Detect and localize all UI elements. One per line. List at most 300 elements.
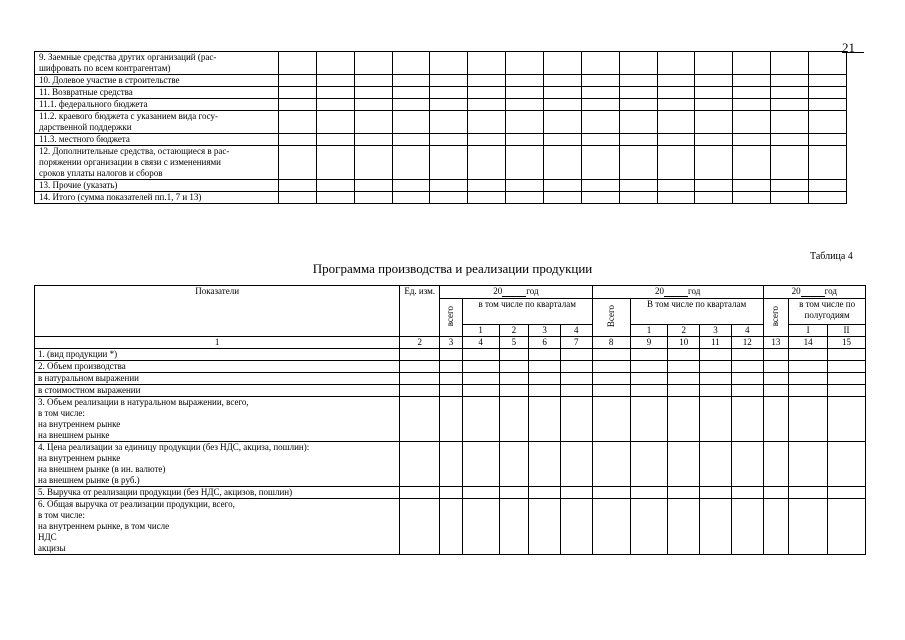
table-row — [35, 180, 847, 192]
data-cell — [630, 361, 668, 373]
quarter-header: 2 — [499, 325, 529, 337]
data-cell — [468, 99, 506, 111]
data-cell — [763, 499, 789, 555]
data-cell — [700, 361, 732, 373]
quarter-header: 4 — [731, 325, 763, 337]
data-cell — [529, 373, 561, 385]
row-label — [35, 87, 279, 99]
data-cell — [731, 442, 763, 487]
data-cell — [544, 99, 582, 111]
data-cell — [560, 442, 592, 487]
data-cell — [279, 99, 317, 111]
data-cell — [529, 397, 561, 442]
data-cell — [440, 373, 463, 385]
data-cell — [440, 397, 463, 442]
data-cell — [499, 349, 529, 361]
data-cell — [763, 361, 789, 373]
data-cell — [657, 192, 695, 204]
row-label-line: 11. Возвратные средства — [39, 87, 133, 97]
data-cell — [789, 442, 828, 487]
data-cell — [771, 134, 809, 146]
data-cell — [392, 180, 430, 192]
row-label-line: 13. Прочие (указать) — [39, 180, 118, 190]
data-cell — [630, 373, 668, 385]
row-label — [35, 52, 279, 75]
data-cell — [392, 87, 430, 99]
data-cell — [592, 373, 630, 385]
table-row — [35, 442, 866, 487]
row-label-line: сроков уплаты налогов и сборов — [39, 168, 163, 178]
data-cell — [544, 87, 582, 99]
row-label-line: в натуральном выражении — [38, 373, 139, 383]
quarter-header: 3 — [700, 325, 732, 337]
data-cell — [619, 87, 657, 99]
data-cell — [695, 87, 733, 99]
row-label — [35, 349, 400, 361]
data-cell — [529, 361, 561, 373]
data-cell — [400, 349, 440, 361]
data-cell — [354, 134, 392, 146]
data-cell — [354, 146, 392, 180]
row-label-line: 11.2. краевого бюджета с указанием вида госу- — [39, 111, 219, 121]
data-cell — [544, 192, 582, 204]
data-cell — [657, 180, 695, 192]
data-cell — [430, 99, 468, 111]
row-label-line: 6. Общая выручка от реализации продукции, всего, — [38, 499, 235, 509]
data-cell — [506, 111, 544, 134]
row-label-line: в том числе: — [38, 408, 85, 418]
data-cell — [592, 385, 630, 397]
data-cell — [279, 192, 317, 204]
data-cell — [279, 111, 317, 134]
row-label — [35, 499, 400, 555]
column-number: 13 — [763, 337, 789, 349]
data-cell — [279, 180, 317, 192]
data-cell — [809, 146, 847, 180]
data-cell — [400, 373, 440, 385]
header-quarters-1: в том числе по кварталам — [462, 299, 592, 325]
row-label — [35, 442, 400, 487]
column-number: 11 — [700, 337, 732, 349]
data-cell — [657, 87, 695, 99]
table-row — [35, 487, 866, 499]
data-cell — [733, 99, 771, 111]
header-quarters-2: В том числе по кварталам — [630, 299, 763, 325]
row-label-line: на внутреннем рынке — [38, 419, 121, 429]
row-label — [35, 192, 279, 204]
data-cell — [468, 146, 506, 180]
row-label-line: шифровать по всем контрагентам) — [39, 63, 171, 73]
data-cell — [392, 75, 430, 87]
data-cell — [499, 373, 529, 385]
row-label-line: 11.1. федерального бюджета — [39, 99, 148, 109]
data-cell — [581, 52, 619, 75]
data-cell — [581, 146, 619, 180]
data-cell — [619, 75, 657, 87]
row-label-line: 3. Объем реализации в натуральном выражении, всего, — [38, 397, 249, 407]
header-total-1: всего — [440, 299, 463, 337]
data-cell — [581, 134, 619, 146]
data-cell — [392, 134, 430, 146]
data-cell — [731, 487, 763, 499]
data-cell — [828, 373, 866, 385]
row-label — [35, 146, 279, 180]
row-label-line: на внутреннем рынке — [38, 453, 121, 463]
data-cell — [560, 349, 592, 361]
column-number: 14 — [789, 337, 828, 349]
data-cell — [592, 499, 630, 555]
row-label-line: 11.3. местного бюджета — [39, 134, 130, 144]
data-cell — [700, 349, 732, 361]
table-row — [35, 361, 866, 373]
data-cell — [668, 385, 700, 397]
data-cell — [789, 349, 828, 361]
data-cell — [809, 52, 847, 75]
data-cell — [592, 487, 630, 499]
data-cell — [560, 499, 592, 555]
data-cell — [400, 385, 440, 397]
table-row — [35, 111, 847, 134]
data-cell — [733, 87, 771, 99]
row-label-line: на внешнем рынке (в руб.) — [38, 475, 140, 485]
data-cell — [430, 192, 468, 204]
column-number: 15 — [828, 337, 866, 349]
data-cell — [733, 180, 771, 192]
data-cell — [592, 442, 630, 487]
data-cell — [668, 499, 700, 555]
row-label — [35, 373, 400, 385]
data-cell — [809, 111, 847, 134]
data-cell — [468, 192, 506, 204]
row-label-line: в стоимостном выражении — [38, 385, 141, 395]
data-cell — [400, 442, 440, 487]
data-cell — [809, 87, 847, 99]
data-cell — [316, 99, 354, 111]
data-cell — [499, 442, 529, 487]
data-cell — [279, 87, 317, 99]
table-row — [35, 146, 847, 180]
data-cell — [499, 397, 529, 442]
data-cell — [733, 192, 771, 204]
row-label-line: дарственной поддержки — [39, 122, 132, 132]
table-row — [35, 87, 847, 99]
table-row — [35, 134, 847, 146]
row-label-line: 2. Объем производства — [38, 361, 126, 371]
page-number: 21 — [842, 40, 855, 55]
data-cell — [630, 349, 668, 361]
data-cell — [544, 52, 582, 75]
data-cell — [771, 87, 809, 99]
data-cell — [316, 180, 354, 192]
data-cell — [619, 134, 657, 146]
table-row — [35, 385, 866, 397]
data-cell — [400, 499, 440, 555]
row-label-line: 12. Дополнительные средства, остающиеся в рас- — [39, 146, 230, 156]
data-cell — [619, 180, 657, 192]
data-cell — [462, 385, 499, 397]
data-cell — [700, 442, 732, 487]
data-cell — [630, 385, 668, 397]
data-cell — [462, 397, 499, 442]
data-cell — [316, 146, 354, 180]
data-cell — [581, 180, 619, 192]
data-cell — [316, 75, 354, 87]
data-cell — [789, 499, 828, 555]
column-number: 2 — [400, 337, 440, 349]
data-cell — [828, 361, 866, 373]
data-cell — [763, 385, 789, 397]
data-cell — [316, 52, 354, 75]
row-label-line: на внутреннем рынке, в том числе — [38, 521, 170, 531]
data-cell — [619, 52, 657, 75]
table-row — [35, 499, 866, 555]
data-cell — [695, 111, 733, 134]
data-cell — [392, 99, 430, 111]
data-cell — [771, 192, 809, 204]
column-number: 4 — [462, 337, 499, 349]
quarter-header: 1 — [630, 325, 668, 337]
data-cell — [771, 75, 809, 87]
data-cell — [592, 349, 630, 361]
data-cell — [789, 361, 828, 373]
data-cell — [809, 75, 847, 87]
table-row — [35, 99, 847, 111]
data-cell — [529, 499, 561, 555]
data-cell — [809, 134, 847, 146]
header-total-2: Всего — [592, 299, 630, 337]
table-row — [35, 192, 847, 204]
data-cell — [462, 442, 499, 487]
data-cell — [279, 75, 317, 87]
data-cell — [731, 373, 763, 385]
data-cell — [506, 192, 544, 204]
data-cell — [316, 134, 354, 146]
data-cell — [354, 52, 392, 75]
data-cell — [430, 87, 468, 99]
half-header: I — [789, 325, 828, 337]
data-cell — [560, 361, 592, 373]
data-cell — [462, 487, 499, 499]
data-cell — [657, 75, 695, 87]
data-cell — [695, 99, 733, 111]
data-cell — [763, 349, 789, 361]
table-row — [35, 397, 866, 442]
data-cell — [506, 99, 544, 111]
row-label-line: на внешнем рынке — [38, 430, 110, 440]
data-cell — [279, 134, 317, 146]
data-cell — [506, 146, 544, 180]
data-cell — [789, 373, 828, 385]
data-cell — [499, 385, 529, 397]
data-cell — [529, 349, 561, 361]
data-cell — [789, 385, 828, 397]
data-cell — [733, 134, 771, 146]
table-row — [35, 373, 866, 385]
data-cell — [468, 75, 506, 87]
data-cell — [763, 397, 789, 442]
data-cell — [440, 349, 463, 361]
row-label-line: НДС — [38, 532, 57, 542]
data-cell — [430, 180, 468, 192]
data-cell — [529, 442, 561, 487]
data-cell — [771, 52, 809, 75]
data-cell — [392, 146, 430, 180]
production-table — [34, 285, 866, 555]
header-unit: Ед. изм. — [400, 286, 440, 337]
row-label-line: 4. Цена реализации за единицу продукции (без НДС, акциза, пошлин): — [38, 442, 310, 452]
data-cell — [771, 99, 809, 111]
data-cell — [354, 192, 392, 204]
row-label-line: 10. Долевое участие в строительстве — [39, 75, 180, 85]
data-cell — [506, 134, 544, 146]
data-cell — [828, 349, 866, 361]
row-label — [35, 111, 279, 134]
data-cell — [544, 180, 582, 192]
data-cell — [630, 397, 668, 442]
data-cell — [560, 397, 592, 442]
half-header: II — [828, 325, 866, 337]
row-label-line: 14. Итого (сумма показателей пп.1, 7 и 13) — [39, 192, 202, 202]
data-cell — [592, 361, 630, 373]
row-label-line: в том числе: — [38, 510, 85, 520]
data-cell — [316, 111, 354, 134]
data-cell — [392, 192, 430, 204]
data-cell — [731, 361, 763, 373]
data-cell — [544, 146, 582, 180]
table-row — [35, 349, 866, 361]
data-cell — [581, 111, 619, 134]
data-cell — [279, 146, 317, 180]
data-cell — [700, 373, 732, 385]
data-cell — [668, 373, 700, 385]
data-cell — [440, 499, 463, 555]
data-cell — [392, 52, 430, 75]
data-cell — [440, 442, 463, 487]
data-cell — [789, 487, 828, 499]
data-cell — [619, 146, 657, 180]
data-cell — [619, 192, 657, 204]
data-cell — [695, 192, 733, 204]
row-label-line: акцизы — [38, 543, 66, 553]
row-label-line: 5. Выручка от реализации продукции (без НДС, акцизов, пошлин) — [38, 487, 293, 497]
data-cell — [695, 134, 733, 146]
data-cell — [392, 111, 430, 134]
data-cell — [763, 373, 789, 385]
data-cell — [657, 52, 695, 75]
column-number: 12 — [731, 337, 763, 349]
quarter-header: 1 — [462, 325, 499, 337]
data-cell — [581, 192, 619, 204]
data-cell — [695, 75, 733, 87]
data-cell — [316, 87, 354, 99]
data-cell — [560, 487, 592, 499]
data-cell — [695, 146, 733, 180]
data-cell — [809, 180, 847, 192]
data-cell — [700, 499, 732, 555]
data-cell — [581, 75, 619, 87]
data-cell — [440, 385, 463, 397]
quarter-header: 2 — [668, 325, 700, 337]
data-cell — [354, 99, 392, 111]
table-caption: Таблица 4 — [810, 251, 853, 262]
data-cell — [695, 52, 733, 75]
row-label-line: 1. (вид продукции *) — [38, 349, 118, 359]
row-label-line: 9. Заемные средства других организаций (рас- — [39, 52, 217, 62]
data-cell — [828, 385, 866, 397]
data-cell — [789, 397, 828, 442]
data-cell — [354, 87, 392, 99]
data-cell — [668, 361, 700, 373]
top-table — [34, 51, 847, 204]
data-cell — [544, 134, 582, 146]
row-label-line: поряжении организации в связи с изменениями — [39, 157, 221, 167]
row-label — [35, 75, 279, 87]
column-number: 6 — [529, 337, 561, 349]
data-cell — [700, 385, 732, 397]
data-cell — [354, 180, 392, 192]
data-cell — [771, 146, 809, 180]
data-cell — [630, 487, 668, 499]
data-cell — [430, 52, 468, 75]
data-cell — [400, 487, 440, 499]
data-cell — [316, 192, 354, 204]
data-cell — [440, 487, 463, 499]
data-cell — [581, 87, 619, 99]
data-cell — [468, 52, 506, 75]
data-cell — [430, 75, 468, 87]
data-cell — [560, 385, 592, 397]
data-cell — [657, 134, 695, 146]
data-cell — [668, 487, 700, 499]
data-cell — [657, 146, 695, 180]
row-label-line: на внешнем рынке (в ин. валюте) — [38, 464, 166, 474]
data-cell — [700, 397, 732, 442]
data-cell — [560, 373, 592, 385]
data-cell — [544, 111, 582, 134]
row-label — [35, 134, 279, 146]
table-row — [35, 75, 847, 87]
data-cell — [828, 397, 866, 442]
data-cell — [506, 180, 544, 192]
data-cell — [657, 99, 695, 111]
data-cell — [763, 487, 789, 499]
data-cell — [468, 180, 506, 192]
data-cell — [506, 75, 544, 87]
data-cell — [731, 349, 763, 361]
quarter-header: 3 — [529, 325, 561, 337]
data-cell — [529, 487, 561, 499]
data-cell — [592, 397, 630, 442]
column-number: 1 — [35, 337, 400, 349]
table-row — [35, 52, 847, 75]
header-indicators: Показатели — [35, 286, 400, 337]
column-number: 3 — [440, 337, 463, 349]
data-cell — [499, 361, 529, 373]
data-cell — [468, 134, 506, 146]
data-cell — [529, 385, 561, 397]
row-label — [35, 180, 279, 192]
row-label — [35, 385, 400, 397]
data-cell — [544, 75, 582, 87]
column-number: 9 — [630, 337, 668, 349]
data-cell — [630, 442, 668, 487]
data-cell — [506, 87, 544, 99]
data-cell — [440, 361, 463, 373]
data-cell — [581, 99, 619, 111]
data-cell — [468, 87, 506, 99]
row-label — [35, 397, 400, 442]
data-cell — [354, 75, 392, 87]
